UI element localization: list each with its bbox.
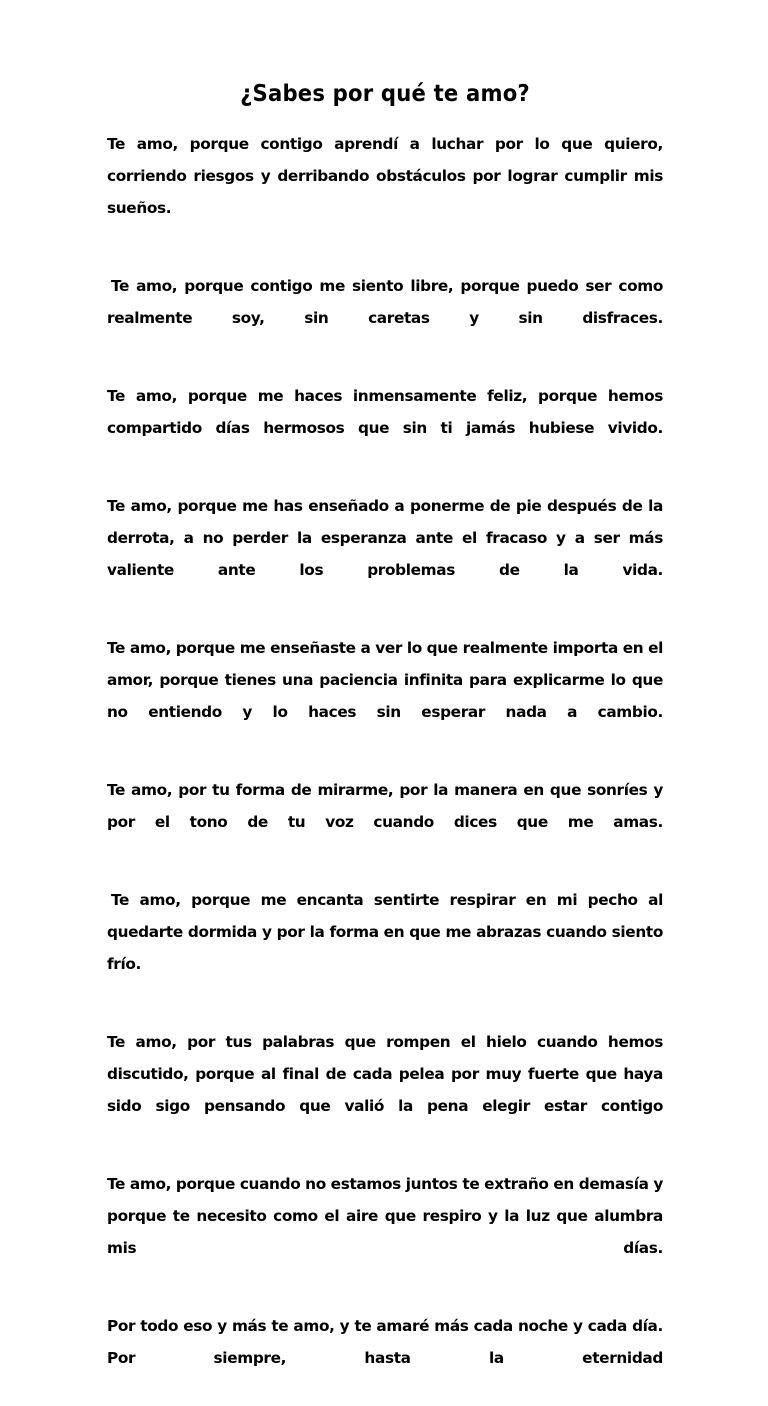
- paragraph-10: Por todo eso y más te amo, y te amaré más cada noche y cada día. Por siempre, hasta la eternidad: [107, 1317, 663, 1367]
- paragraph-5: Te amo, porque me enseñaste a ver lo que realmente importa en el amor, porque tienes una paciencia infinita para explicarme lo que no entiendo y lo haces sin esperar nada a cambio.: [107, 639, 664, 721]
- paragraph-4: Te amo, porque me has enseñado a ponerme de pie después de la derrota, a no perder la esperanza ante el fracaso y a ser más valiente ante los problemas de la vida.: [107, 497, 663, 579]
- paragraph-8: Te amo, por tus palabras que rompen el hielo cuando hemos discutido, porque al final de cada pelea por muy fuerte que haya sido sigo pensando que valió la pena elegir estar contigo: [107, 1033, 663, 1115]
- paragraph-6: Te amo, por tu forma de mirarme, por la manera en que sonríes y por el tono de tu voz cuando dices que me amas.: [107, 781, 663, 831]
- paragraph-2: Te amo, porque contigo me siento libre, porque puedo ser como realmente soy, sin caretas y sin disfraces.: [107, 277, 663, 327]
- paragraph-1: Te amo, porque contigo aprendí a luchar por lo que quiero, corriendo riesgos y derribando obstáculos por lograr cumplir mis sueños.: [107, 135, 663, 217]
- page-title: ¿Sabes por qué te amo?: [240, 79, 530, 107]
- document-body: [107, 78, 663, 1406]
- paragraph-3: Te amo, porque me haces inmensamente feliz, porque hemos compartido días hermosos que sin ti jamás hubiese vivido.: [107, 387, 663, 437]
- paragraph-9: Te amo, porque cuando no estamos juntos te extraño en demasía y porque te necesito como el aire que respiro y la luz que alumbra mis días.: [107, 1175, 663, 1257]
- paragraph-7: Te amo, porque me encanta sentirte respirar en mi pecho al quedarte dormida y por la forma en que me abrazas cuando siento frío.: [107, 891, 663, 973]
